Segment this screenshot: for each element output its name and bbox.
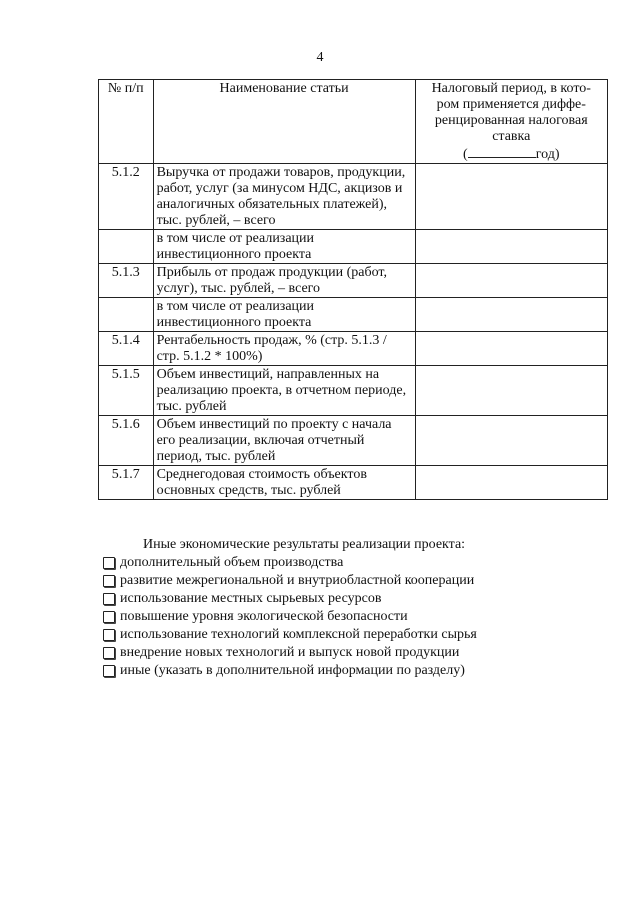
option-item xyxy=(103,554,623,572)
row-value-cell[interactable] xyxy=(415,298,607,332)
option-label: внедрение новых технологий и выпуск новой продукции xyxy=(120,645,460,660)
year-field: ( год) xyxy=(463,147,560,162)
checkbox-icon[interactable] xyxy=(103,593,115,605)
table-row xyxy=(99,366,608,416)
row-number xyxy=(99,230,154,264)
indicators-table xyxy=(98,79,608,500)
row-name: Среднегодовая стоимость объектов основных средств, тыс. рублей xyxy=(153,466,415,500)
option-label: использование местных сырьевых ресурсов xyxy=(120,591,382,606)
header-period-line: ром применяется диффе- xyxy=(436,97,586,112)
header-period-line: ставка xyxy=(492,129,531,144)
option-label: дополнительный объем производства xyxy=(120,555,344,570)
row-name: Объем инвестиций, направленных на реализацию проекта, в отчетном периоде, тыс. рублей xyxy=(153,366,415,416)
row-number: 5.1.2 xyxy=(99,164,154,230)
table-row xyxy=(99,332,608,366)
option-label: развитие межрегиональной и внутриобластной кооперации xyxy=(120,573,475,588)
other-results-title: Иные экономические результаты реализации проекта: xyxy=(143,537,466,552)
row-value-cell[interactable] xyxy=(415,164,607,230)
table-header-row xyxy=(99,80,608,164)
option-item xyxy=(103,590,623,608)
row-name: Объем инвестиций по проекту с начала его реализации, включая отчетный период, тыс. рублей xyxy=(153,416,415,466)
table-row xyxy=(99,264,608,298)
row-value-cell[interactable] xyxy=(415,416,607,466)
option-item xyxy=(103,644,623,662)
row-number xyxy=(99,298,154,332)
option-label: иные (указать в дополнительной информации по разделу) xyxy=(120,663,465,678)
row-name: Выручка от продажи товаров, продукции, работ, услуг (за минусом НДС, акцизов и аналогичных обязательных платежей), тыс. рублей, – всего xyxy=(153,164,415,230)
header-period-line: Налоговый период, в кото- xyxy=(431,81,591,96)
row-value-cell[interactable] xyxy=(415,332,607,366)
checkbox-icon[interactable] xyxy=(103,557,115,569)
checkbox-icon[interactable] xyxy=(103,611,115,623)
row-number: 5.1.5 xyxy=(99,366,154,416)
row-value-cell[interactable] xyxy=(415,366,607,416)
year-blank-line[interactable] xyxy=(468,145,536,158)
checkbox-icon[interactable] xyxy=(103,575,115,587)
header-tax-period xyxy=(415,80,607,164)
row-number: 5.1.7 xyxy=(99,466,154,500)
checkbox-icon[interactable] xyxy=(103,629,115,641)
table-row xyxy=(99,230,608,264)
table-row xyxy=(99,298,608,332)
row-value-cell[interactable] xyxy=(415,230,607,264)
row-value-cell[interactable] xyxy=(415,264,607,298)
page-number: 4 xyxy=(316,50,324,65)
row-name: Рентабельность продаж, % (стр. 5.1.3 / стр. 5.1.2 * 100%) xyxy=(153,332,415,366)
row-name: Прибыль от продаж продукции (работ, услуг), тыс. рублей, – всего xyxy=(153,264,415,298)
header-period-line: ренцированная налоговая xyxy=(434,113,588,128)
row-number: 5.1.4 xyxy=(99,332,154,366)
option-item xyxy=(103,626,623,644)
row-value-cell[interactable] xyxy=(415,466,607,500)
option-item xyxy=(103,572,623,590)
checkbox-icon[interactable] xyxy=(103,647,115,659)
option-item xyxy=(103,608,623,626)
other-results-section xyxy=(103,536,623,680)
table-row xyxy=(99,416,608,466)
checkbox-icon[interactable] xyxy=(103,665,115,677)
header-name: Наименование статьи xyxy=(153,80,415,164)
table-row xyxy=(99,466,608,500)
row-name: в том числе от реализации инвестиционного проекта xyxy=(153,230,415,264)
table-row xyxy=(99,164,608,230)
row-number: 5.1.3 xyxy=(99,264,154,298)
option-label: повышение уровня экологической безопасности xyxy=(120,609,408,624)
option-label: использование технологий комплексной переработки сырья xyxy=(120,627,477,642)
option-item xyxy=(103,662,623,680)
row-name: в том числе от реализации инвестиционного проекта xyxy=(153,298,415,332)
row-number: 5.1.6 xyxy=(99,416,154,466)
header-number: № п/п xyxy=(99,80,154,164)
